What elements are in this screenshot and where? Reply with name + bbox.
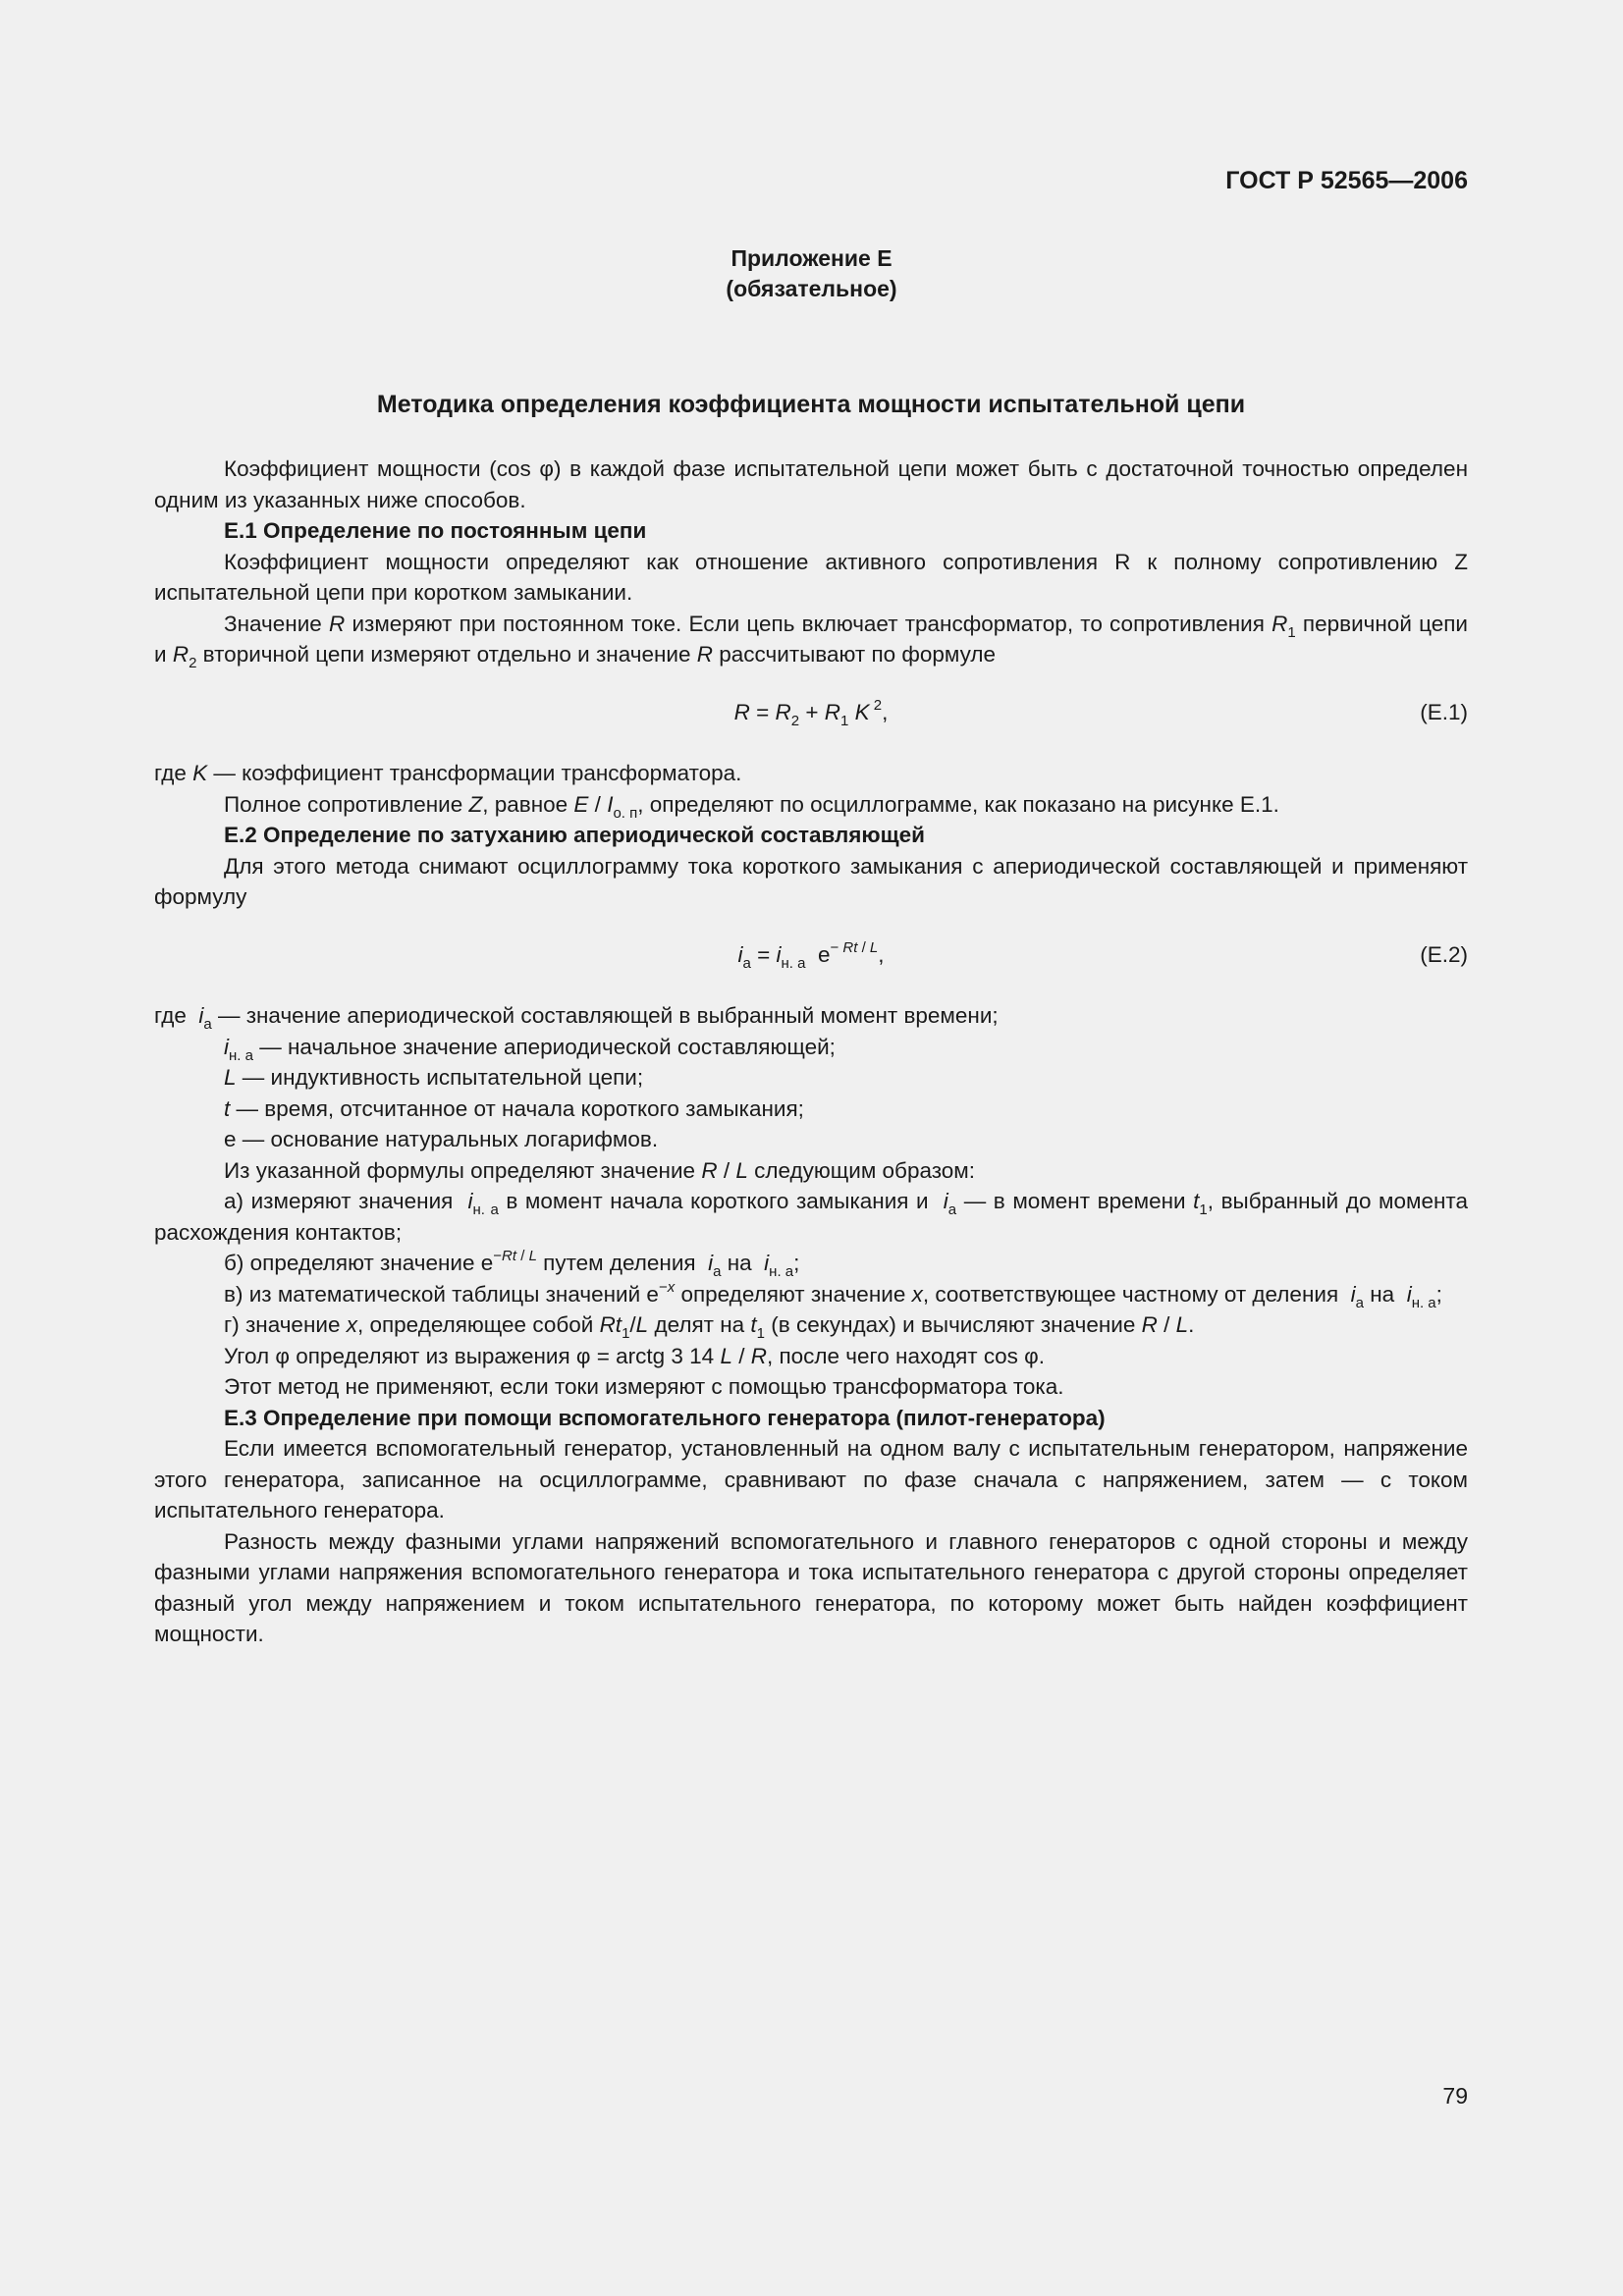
page-number: 79 [1442,2083,1468,2109]
e1-heading: Е.1 Определение по постоянным цепи [224,518,647,543]
definition-e: е — основание натуральных логарифмов. [224,1127,659,1151]
formula-e1-number: (Е.1) [1420,699,1468,724]
section-title: Методика определения коэффициента мощности испытательной цепи [376,391,1246,418]
e3-paragraph-2: Разность между фазными углами напряжений вспомогательного и главного генераторов с одной стороны и между фазными углами напряжения вспомогательного генератора и тока испытательного генератора с другой стороны определяет фазный угол между напряжением и током испытательного генератора, по которому может быть найден коэффициент мощности. [154,1528,1468,1646]
appendix-label: Приложение Е [730,245,893,271]
angle-paragraph: Угол φ определяют из выражения φ = arctg 3 14 L / R, после чего находят cos φ. [224,1343,1045,1368]
standard-code: ГОСТ Р 52565—2006 [1225,167,1468,194]
not-used-paragraph: Этот метод не применяют, если токи измеряют с помощью трансформатора тока. [224,1374,1064,1399]
step-g: г) значение x, определяющее собой $Rt_1/L$ делят на $t_1$ (в секундах) и вычисляют значение R / L. [224,1312,1195,1342]
step-v: в) из математической таблицы значений $e^{-x}$ определяют значение x, соответствующее частному от деления $i_a$ на $i_{н. а}$; [224,1278,1442,1311]
where-k: где K — коэффициент трансформации трансформатора. [154,761,742,785]
formula-e2 [154,939,1468,971]
definition-L: L — индуктивность испытательной цепи; [224,1065,644,1090]
e2-heading: Е.2 Определение по затуханию апериодической составляющей [224,823,925,847]
intro-paragraph: Коэффициент мощности (cos φ) в каждой фазе испытательной цепи может быть с достаточной точностью определен одним из указанных ниже способов. [154,456,1468,512]
formula-e1-expression: $R = R_2 + R_1$ K $^2$, [733,696,889,729]
formula-e1 [154,697,1468,728]
formula-e2-number: (Е.2) [1420,941,1468,967]
e2-paragraph-1: Для этого метода снимают осциллограмму тока короткого замыкания с апериодической составляющей и применяют формулу [154,853,1468,909]
impedance-paragraph: Полное сопротивление Z, равное E / $I_{о. п}$, определяют по осциллограмме, как показано на рисунке Е.1. [224,791,1279,822]
definition-t: t — время, отсчитанное от начала короткого замыкания; [224,1095,804,1121]
where-ia: где $i_a$ — значение апериодической составляющей в выбранный момент времени; [154,1003,999,1033]
document-body [154,454,1468,1650]
step-a: а) измеряют значения $i_{н. а}$ в момент начала короткого замыкания и $i_a$ — в момент времени $t_1$, выбранный до момента расхождения контактов; [154,1189,1468,1245]
appendix-heading [0,243,1623,304]
from-formula-paragraph: Из указанной формулы определяют значение R / L следующим образом: [224,1157,976,1183]
step-b: б) определяют значение $e^{-Rt / L}$ путем деления $i_a$ на $i_{н. а}$; [224,1248,800,1280]
e3-paragraph-1: Если имеется вспомогательный генератор, установленный на одном валу с испытательным генератором, напряжение этого генератора, записанное на осциллограмме, сравнивают по фазе сначала с напряжением, затем — с током испытательного генератора. [154,1436,1468,1522]
e3-heading: Е.3 Определение при помощи вспомогательного генератора (пилот-генератора) [224,1405,1106,1430]
definition-ina: $i_{н. а}$ — начальное значение апериодической составляющей; [224,1034,836,1064]
appendix-status: (обязательное) [726,276,897,301]
e1-paragraph-2: Значение R измеряют при постоянном токе. Если цепь включает трансформатор, то сопротивления $R_1$ первичной цепи и $R_2$ вторичной цепи измеряют отдельно и значение R рассчитывают по формуле [154,611,1468,671]
formula-e2-expression: $i_a = i_{н. а}$ $e^{- Rt / L}$, [737,938,885,972]
e1-paragraph-1: Коэффициент мощности определяют как отношение активного сопротивления R к полному сопротивлению Z испытательной цепи при коротком замыкании. [154,549,1468,605]
